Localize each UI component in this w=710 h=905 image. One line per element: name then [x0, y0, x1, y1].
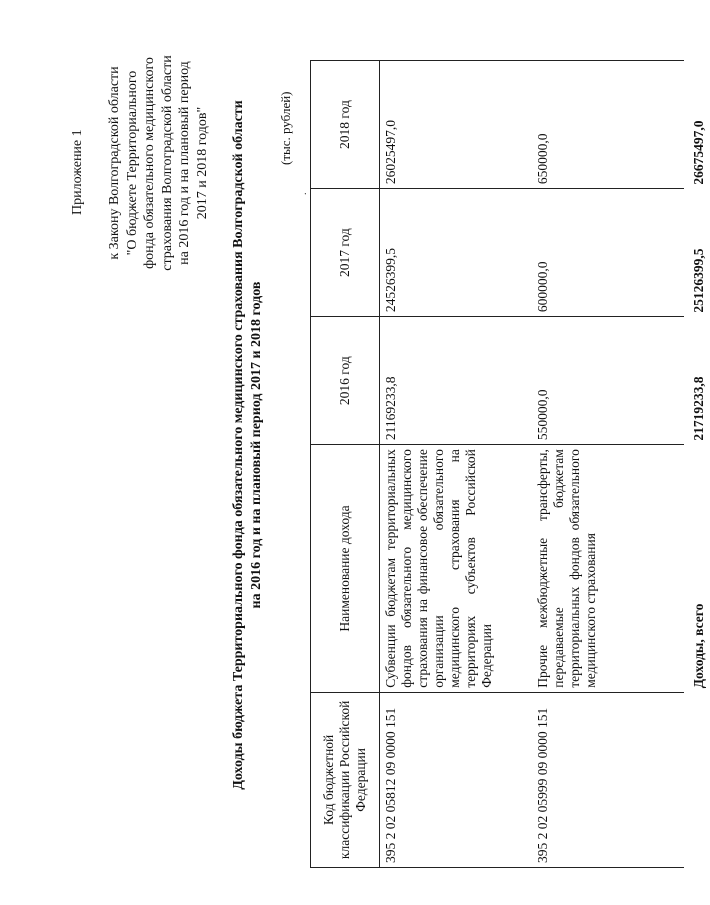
table-header-row [311, 61, 380, 868]
law-reference [106, 33, 211, 293]
total-2016: 21719233,8 [691, 376, 706, 441]
cell-2016: 21169233,8 [380, 317, 533, 445]
law-reference-line: "О бюджете Территориального [124, 70, 140, 256]
cell-code: 395 2 02 05812 09 0000 151 [380, 692, 533, 867]
total-blank-cell [684, 692, 710, 867]
header-name: Наименование дохода [311, 445, 380, 693]
cell-2018: 26025497,0 [380, 61, 533, 189]
cell-name: Прочие межбюджетные трансферты, передаваемые бюджетам территориальных фондов обязательного медицинского страхования [532, 445, 684, 693]
law-reference-line: 2017 и 2018 годов" [194, 106, 210, 220]
table-row [532, 61, 684, 868]
cell-name: Субвенции бюджетам территориальных фондов обязательного медицинского страхования на финансовое обеспечение организации обязательного медицинского страхования на территориях субъектов Российской Федерации [380, 445, 533, 693]
table-row [380, 61, 533, 868]
law-reference-line: на 2016 год и на плановый период [177, 61, 192, 265]
appendix-label: Приложение 1 [70, 129, 85, 215]
law-reference-line: к Закону Волгоградской области [107, 66, 122, 260]
document-title-line-1: Доходы бюджета Территориального фонда обязательного медицинского страхования Волгоградской области [231, 100, 246, 790]
document-title-line-2: на 2016 год и на плановый период 2017 и 2018 годов [249, 281, 264, 609]
cell-code: 395 2 02 05999 09 0000 151 [532, 692, 684, 867]
units-note: (тыс. рублей) [278, 91, 293, 165]
total-2017: 25126399,5 [691, 248, 706, 313]
stray-mark: . [298, 192, 309, 195]
header-2016: 2016 год [311, 317, 380, 445]
law-reference-line: страхования Волгоградской области [159, 55, 175, 271]
header-2017: 2017 год [311, 189, 380, 317]
income-table [310, 60, 710, 868]
document-title [230, 55, 266, 835]
total-label: Доходы, всего [691, 603, 706, 689]
cell-2017: 600000,0 [532, 189, 684, 317]
header-2018: 2018 год [311, 61, 380, 189]
cell-2018: 650000,0 [532, 61, 684, 189]
cell-2016: 550000,0 [532, 317, 684, 445]
total-2018: 26675497,0 [691, 120, 706, 185]
header-code: Код бюджетной классификации Российской Федерации [311, 692, 380, 867]
cell-2017: 24526399,5 [380, 189, 533, 317]
law-reference-line: фонда обязательного медицинского [142, 57, 157, 269]
total-row [684, 61, 710, 868]
